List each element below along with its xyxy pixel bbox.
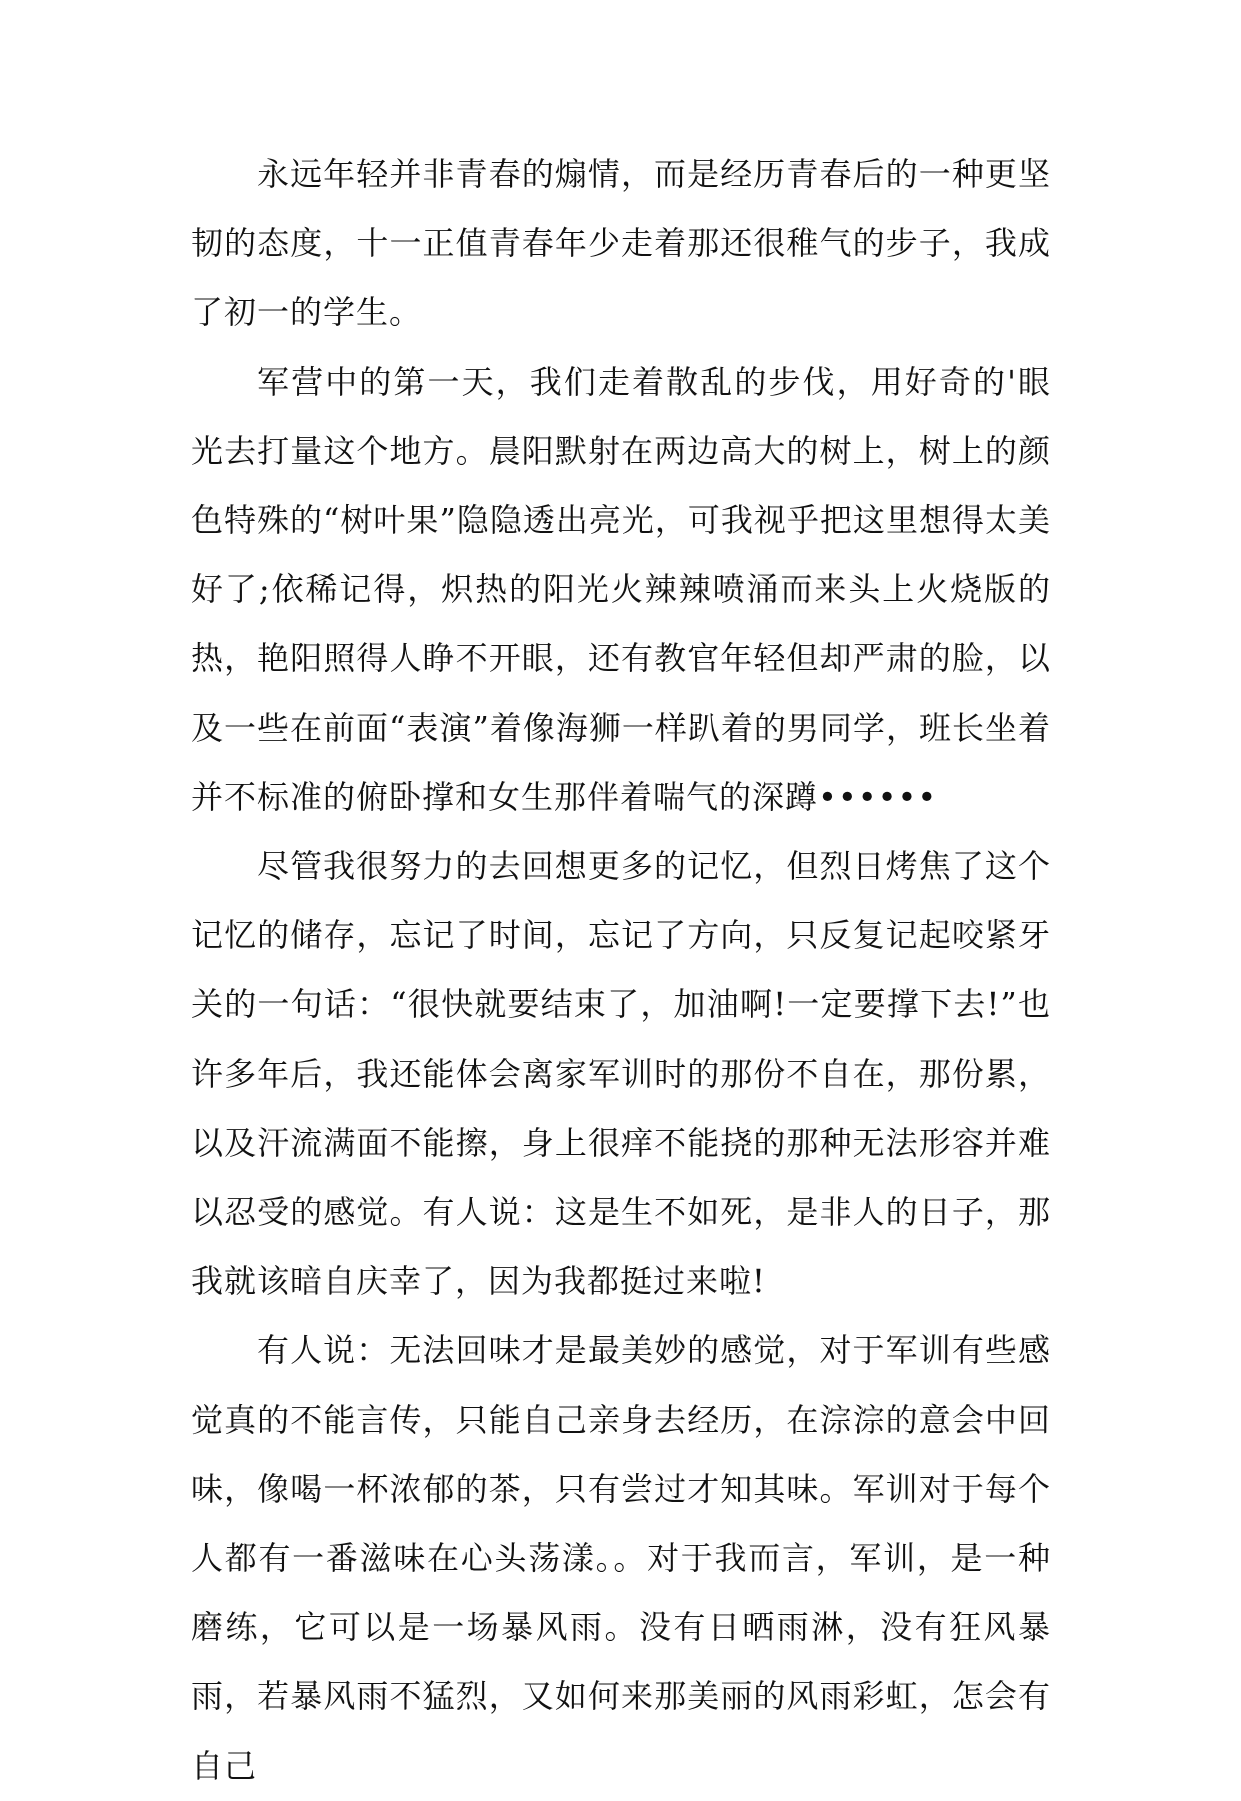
paragraph-4: 有人说：无法回味才是最美妙的感觉，对于军训有些感觉真的不能言传，只能自己亲身去经历，在淙淙的意会中回味，像喝一杯浓郁的茶，只有尝过才知其味。军训对于每个人都有一番滋味在心头荡漾。。对于我而言，军训，是一种磨练，它可以是一场暴风雨。没有日晒雨淋，没有狂风暴雨，若暴风雨不猛烈，又如何来那美丽的风雨彩虹，怎会有自己 (191, 1331, 1051, 1785)
paragraph-3: 尽管我很努力的去回想更多的记忆，但烈日烤焦了这个记忆的储存，忘记了时间，忘记了方向，只反复记起咬紧牙关的一句话：“很快就要结束了，加油啊!一定要撑下去!”也许多年后，我还能体会离家军训时的那份不自在，那份累，以及汗流满面不能擦，身上很痒不能挠的那种无法形容并难以忍受的感觉。有人说：这是生不如死，是非人的日子，那我就该暗自庆幸了，因为我都挺过来啦! (191, 847, 1051, 1301)
paragraph-1: 永远年轻并非青春的煽情，而是经历青春后的一种更坚韧的态度，十一正值青春年少走着那还很稚气的步子，我成了初一的学生。 (191, 155, 1051, 332)
document-body (191, 140, 1051, 1801)
paragraph-2: 军营中的第一天，我们走着散乱的步伐，用好奇的'眼光去打量这个地方。晨阳默射在两边高大的树上，树上的颜色特殊的“树叶果”隐隐透出亮光，可我视乎把这里想得太美好了;依稀记得，炽热的阳光火辣辣喷涌而来头上火烧版的热，艳阳照得人睁不开眼，还有教官年轻但却严肃的脸，以及一些在前面“表演”着像海狮一样趴着的男同学，班长坐着并不标准的俯卧撑和女生那伴着喘气的深蹲•••••• (191, 362, 1051, 816)
